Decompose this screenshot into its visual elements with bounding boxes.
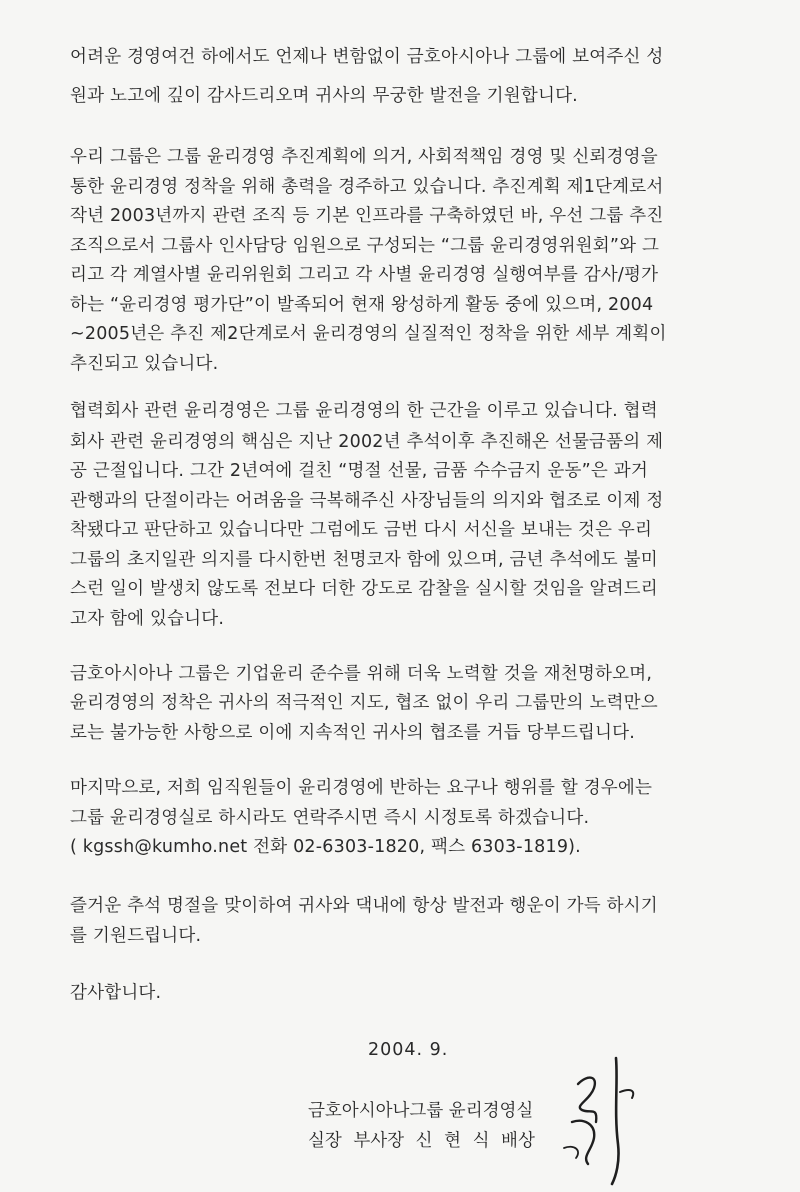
body-line: 관행과의 단절이라는 어려움을 극복해주신 사장님들의 의지와 협조로 이제 정 <box>70 491 664 511</box>
body-line: 금호아시아나 그룹은 기업윤리 준수를 위해 더욱 노력할 것을 재천명하오며, <box>70 664 653 684</box>
body-line: 착됐다고 판단하고 있습니다만 그럼에도 금번 다시 서신을 보내는 것은 우리 <box>70 520 653 540</box>
body-line: 협력회사 관련 윤리경영은 그룹 윤리경영의 한 근간을 이루고 있습니다. 협력 <box>70 401 658 421</box>
sender-name: 실장 부사장 신 현 식 배상 <box>308 1131 535 1151</box>
body-line: 작년 2003년까지 관련 조직 등 기본 인프라를 구축하였던 바, 우선 그룹 추진 <box>70 206 664 226</box>
body-line: 스런 일이 발생치 않도록 전보다 더한 강도로 감찰을 실시할 것임을 알려드리 <box>70 579 658 599</box>
body-line: 윤리경영의 정착은 귀사의 적극적인 지도, 협조 없이 우리 그룹만의 노력만으 <box>70 693 658 713</box>
body-line: 리고 각 계열사별 윤리위원회 그리고 각 사별 윤리경영 실행여부를 감사/평가 <box>70 265 659 285</box>
body-line: 그룹 윤리경영실로 하시라도 연락주시면 즉시 시정토록 하겠습니다. <box>70 808 590 828</box>
body-line: 어려운 경영여건 하에서도 언제나 변함없이 금호아시아나 그룹에 보여주신 성 <box>70 47 664 67</box>
body-line: 우리 그룹은 그룹 윤리경영 추진계획에 의거, 사회적책임 경영 및 신뢰경영을 <box>70 147 658 167</box>
body-line: 그룹의 초지일관 의지를 다시한번 천명코자 함에 있으며, 금년 추석에도 불미 <box>70 550 658 570</box>
body-line: 통한 윤리경영 정착을 위해 총력을 경주하고 있습니다. 추진계획 제1단계로서 <box>70 177 664 197</box>
body-line: 조직으로서 그룹사 인사담당 임원으로 구성되는 “그룹 윤리경영위원회”와 그 <box>70 236 660 256</box>
body-line: ~2005년은 추진 제2단계로서 윤리경영의 실질적인 정착을 위한 세부 계획이 <box>70 324 667 344</box>
closing-line: 감사합니다. <box>70 983 162 1003</box>
body-line: 추진되고 있습니다. <box>70 354 219 374</box>
handwritten-signature-icon <box>560 1052 650 1187</box>
body-line: 회사 관련 윤리경영의 핵심은 지난 2002년 추석이후 추진해온 선물금품의 제 <box>70 432 664 452</box>
body-line: 로는 불가능한 사항으로 이에 지속적인 귀사의 협조를 거듭 당부드립니다. <box>70 723 636 743</box>
body-line: 고자 함에 있습니다. <box>70 609 225 629</box>
body-line: 마지막으로, 저희 임직원들이 윤리경영에 반하는 요구나 행위를 할 경우에는 <box>70 778 653 798</box>
body-line: 를 기원드립니다. <box>70 926 202 946</box>
body-line: 원과 노고에 깊이 감사드리오며 귀사의 무궁한 발전을 기원합니다. <box>70 86 578 106</box>
body-line: 공 근절입니다. 그간 2년여에 걸친 “명절 선물, 금품 수수금지 운동”은 과거 <box>70 461 648 481</box>
contact-line: ( kgssh@kumho.net 전화 02-6303-1820, 팩스 6303-1819). <box>70 837 581 857</box>
body-line: 즐거운 추석 명절을 맞이하여 귀사와 댁내에 항상 발전과 행운이 가득 하시기 <box>70 896 658 916</box>
letter-date: 2004. 9. <box>368 1040 449 1060</box>
body-line: 하는 “윤리경영 평가단”이 발족되어 현재 왕성하게 활동 중에 있으며, 2004 <box>70 295 654 315</box>
sender-organization: 금호아시아나그룹 윤리경영실 <box>308 1101 534 1121</box>
